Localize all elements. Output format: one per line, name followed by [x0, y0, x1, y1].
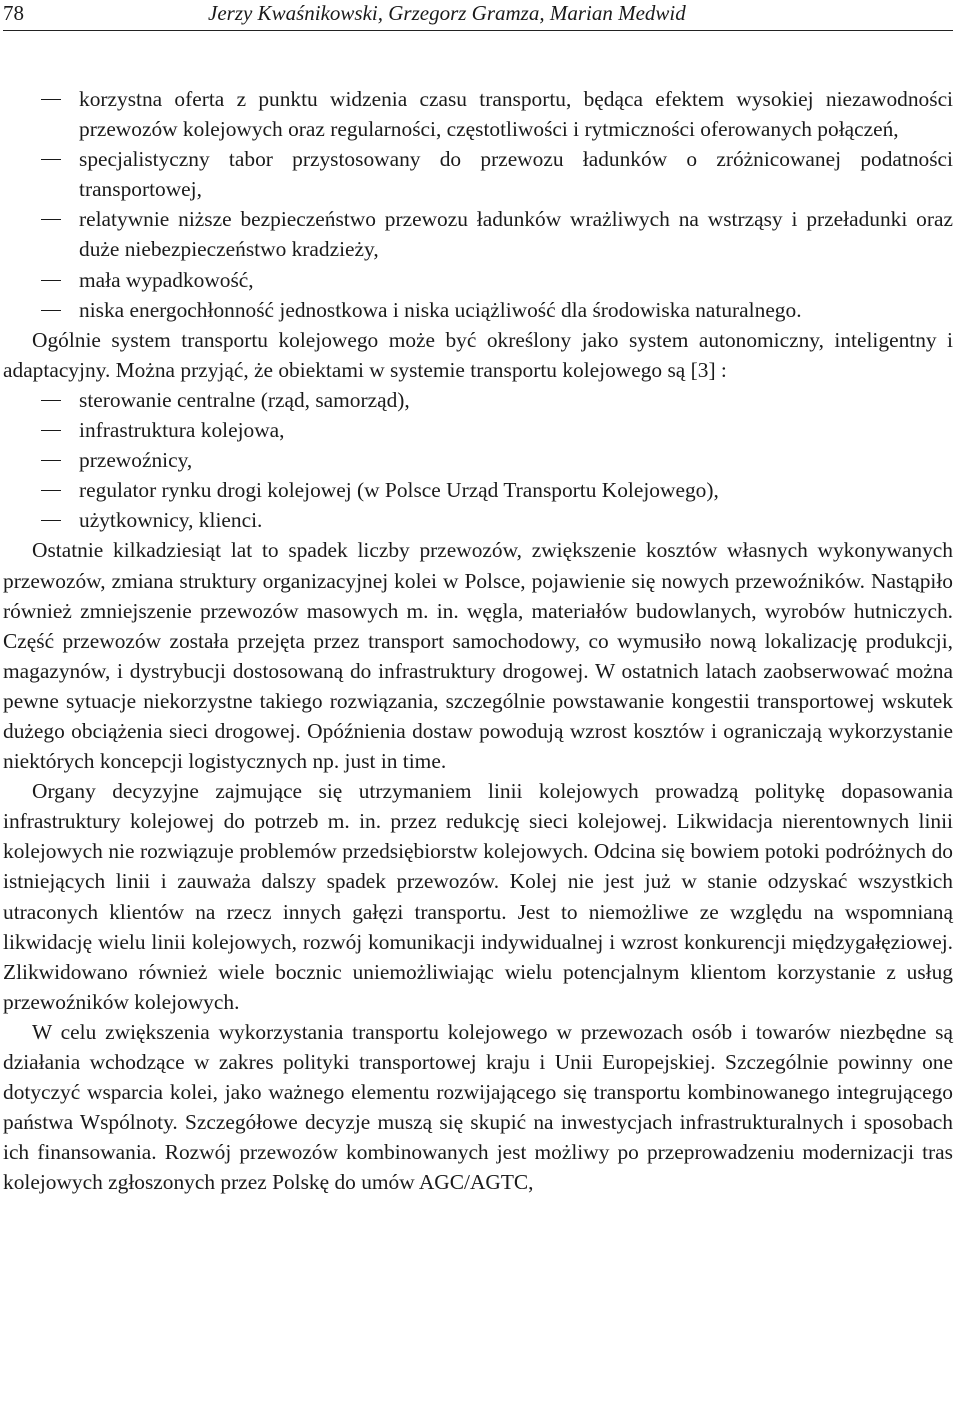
list-item: niska energochłonność jednostkowa i niska uciążliwość dla środowiska naturalnego. — [3, 295, 953, 325]
running-header — [3, 0, 953, 31]
dash-bullet-icon — [41, 99, 61, 100]
list-item: relatywnie niższe bezpieczeństwo przewozu ładunków wrażliwych na wstrząsy i przeładunki oraz duże niebezpieczeństwo kradzieży, — [3, 204, 953, 264]
list-item: sterowanie centralne (rząd, samorząd), — [3, 385, 953, 415]
list-item: specjalistyczny tabor przystosowany do przewozu ładunków o zróżnicowanej podatności transportowej, — [3, 144, 953, 204]
characteristics-list — [3, 84, 953, 325]
dash-bullet-icon — [41, 460, 61, 461]
list-item: korzystna oferta z punktu widzenia czasu transportu, będąca efektem wysokiej niezawodności przewozów kolejowych oraz regularności, częstotliwości i rytmiczności oferowanych połączeń, — [3, 84, 953, 144]
list-item: użytkownicy, klienci. — [3, 505, 953, 535]
list-item: przewoźnicy, — [3, 445, 953, 475]
dash-bullet-icon — [41, 520, 61, 521]
dash-bullet-icon — [41, 400, 61, 401]
paragraph: W celu zwiększenia wykorzystania transportu kolejowego w przewozach osób i towarów niezbędne są działania wchodzące w zakres polityki transportowej kraju i Unii Europejskiej. Szczególnie powinny one dotyczyć wsparcia kolei, jako ważnego elementu rozwijającego się transportu kombinowanego integrującego państwa Wspólnoty. Szczegółowe decyzje muszą się skupić na inwestycjach infrastrukturalnych i sposobach ich finansowania. Rozwój przewozów kombinowanych jest możliwy po przeprowadzeniu modernizacji tras kolejowych zgłoszonych przez Polskę do umów AGC/AGTC, — [3, 1019, 953, 1195]
header-authors: Jerzy Kwaśnikowski, Grzegorz Gramza, Marian Medwid — [208, 1, 686, 25]
dash-bullet-icon — [41, 310, 61, 311]
paragraph: Ogólnie system transportu kolejowego może być określony jako system autonomiczny, inteligentny i adaptacyjny. Można przyjąć, że obiektami w systemie transportu kolejowego są [3] : — [3, 327, 953, 382]
dash-bullet-icon — [41, 159, 61, 160]
dash-bullet-icon — [41, 430, 61, 431]
dash-bullet-icon — [41, 490, 61, 491]
body-text — [3, 84, 953, 1197]
list-item: mała wypadkowość, — [3, 265, 953, 295]
paragraph: Ostatnie kilkadziesiąt lat to spadek liczby przewozów, zwiększenie kosztów własnych wykonywanych przewozów, zmiana struktury organizacyjnej kolei w Polsce, pojawienie się nowych przewoźników. Nastąpiło również zmniejszenie przewozów masowych m. in. węgla, materiałów budowlanych, wyrobów hutniczych. Część przewozów została przejęta przez transport samochodowy, co wymusiło nową lokalizację produkcji, magazynów, i dystrybucji dostosowaną do infrastruktury drogowej. W ostatnich latach zaobserwować można pewne sytuacje niekorzystne takiego rozwiązania, szczególnie powstawanie kongestii transportowej wskutek dużego obciążenia sieci drogowej. Opóźnienia dostaw powodują wzrost kosztów i ograniczają wykorzystanie niektórych koncepcji logistycznych np. just in time. — [3, 538, 953, 774]
list-item: infrastruktura kolejowa, — [3, 415, 953, 445]
dash-bullet-icon — [41, 219, 61, 220]
page-number: 78 — [3, 1, 24, 25]
dash-bullet-icon — [41, 280, 61, 281]
paragraph: Organy decyzyjne zajmujące się utrzymaniem linii kolejowych prowadzą politykę dopasowania infrastruktury kolejowej do potrzeb m. in. przez redukcję sieci kolejowej. Likwidacja nierentownych linii kolejowych nie rozwiązuje problemów przedsiębiorstw kolejowych. Odcina się bowiem potoki podróżnych do istniejących linii i zauważa dalszy spadek przewozów. Kolej nie jest już w stanie odzyskać wszystkich utraconych klientów na rzecz innych gałęzi transportu. Jest to niemożliwe ze względu na wspomnianą likwidację wielu linii kolejowych, rozwój komunikacji indywidualnej i wzrost konkurencji międzygałęziowej. Zlikwidowano również wiele bocznic uniemożliwiając wielu potencjalnym klientom korzystanie z usług przewoźników kolejowych. — [3, 779, 953, 1014]
list-item: regulator rynku drogi kolejowej (w Polsce Urząd Transportu Kolejowego), — [3, 475, 953, 505]
system-objects-list — [3, 385, 953, 535]
